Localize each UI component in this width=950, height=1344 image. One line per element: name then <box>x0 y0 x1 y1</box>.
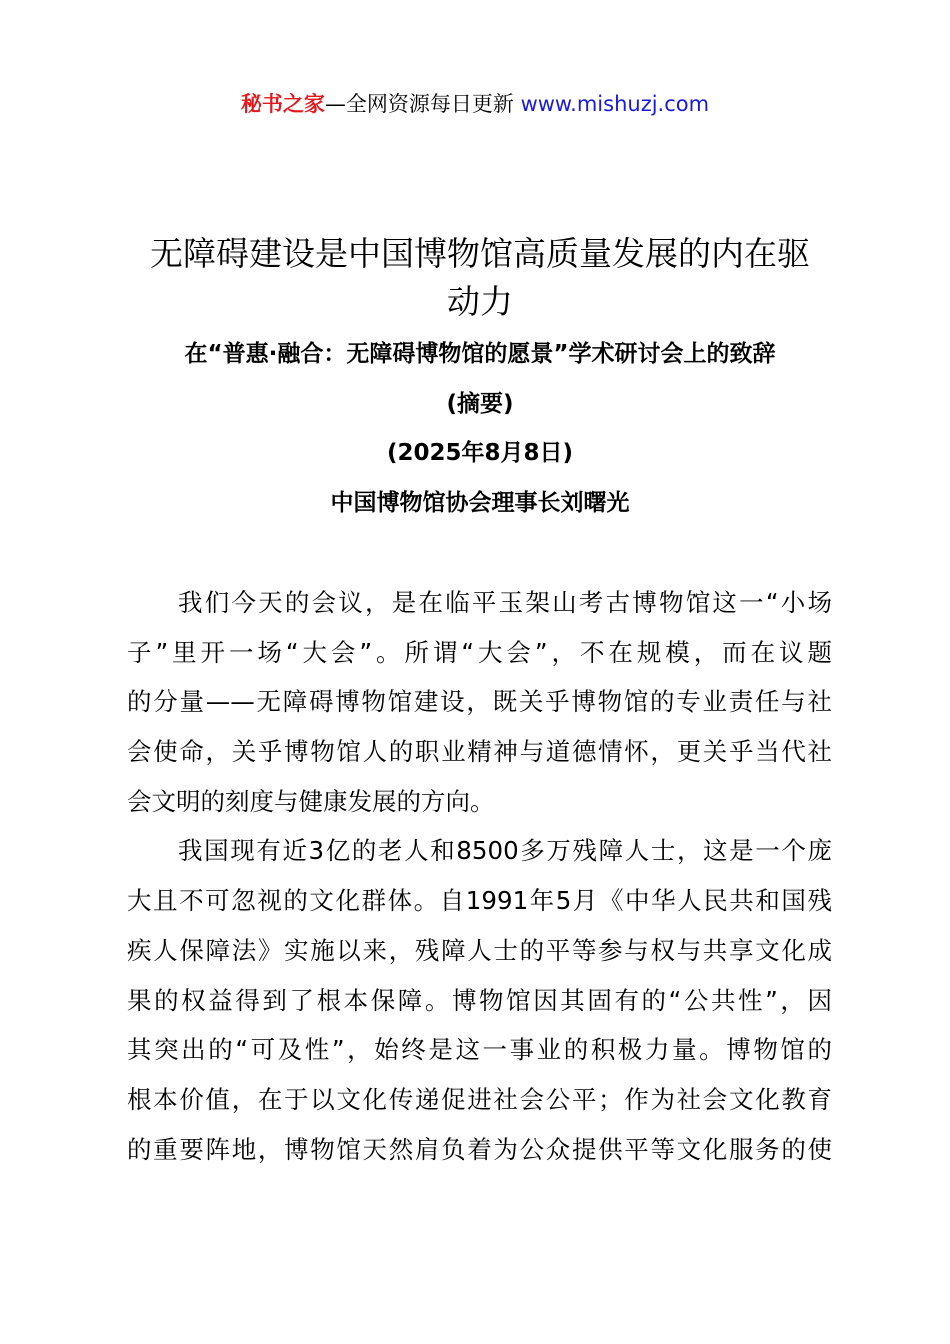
title-line: 无障碍建设是中国博物馆高质量发展的内在驱 <box>150 234 810 273</box>
paragraph-line: 我国现有近3亿的老人和8500多万残障人士，这是一个庞 <box>178 836 832 866</box>
document-body <box>127 580 832 1176</box>
document-title <box>120 230 840 326</box>
header-tagline: —全网资源每日更新 <box>324 92 521 116</box>
paragraph-line: 的分量——无障碍博物馆建设，既关乎博物馆的专业责任与社 <box>127 687 832 717</box>
paragraph-line: 我们今天的会议，是在临平玉架山考古博物馆这一“小场 <box>178 588 832 617</box>
paragraph-line: 会文明的刻度与健康发展的方向。 <box>127 786 495 816</box>
paragraph-line: 疾人保障法》实施以来，残障人士的平等参与权与共享文化成 <box>127 935 832 965</box>
subtitle-author: 中国博物馆协会理事长刘曙光 <box>330 490 630 516</box>
title-line: 动力 <box>447 282 513 321</box>
paragraph-line: 果的权益得到了根本保障。博物馆因其固有的“公共性”，因 <box>127 985 832 1015</box>
paragraph-line: 其突出的“可及性”，始终是这一事业的积极力量。博物馆的 <box>127 1035 832 1065</box>
paragraph-line: 的重要阵地，博物馆天然肩负着为公众提供平等文化服务的使 <box>127 1134 832 1164</box>
paragraph-line: 会使命，关乎博物馆人的职业精神与道德情怀，更关乎当代社 <box>127 737 832 767</box>
paragraph-line: 根本价值，在于以文化传递促进社会公平；作为社会文化教育 <box>127 1084 832 1114</box>
subtitle-note: (摘要) <box>446 391 514 417</box>
subtitle-occasion: 在“普惠·融合：无障碍博物馆的愿景”学术研讨会上的致辞 <box>184 341 776 367</box>
subtitle-date: (2025年8月8日) <box>386 440 574 466</box>
site-url-link[interactable]: www.mishuzj.com <box>520 92 710 116</box>
paragraph-line: 大且不可忽视的文化群体。自1991年5月《中华人民共和国残 <box>127 886 832 916</box>
paragraph-line: 子”里开一场“大会”。所谓“大会”，不在规模，而在议题 <box>127 637 832 667</box>
site-header <box>0 88 950 120</box>
brand-name: 秘书之家 <box>240 92 325 116</box>
